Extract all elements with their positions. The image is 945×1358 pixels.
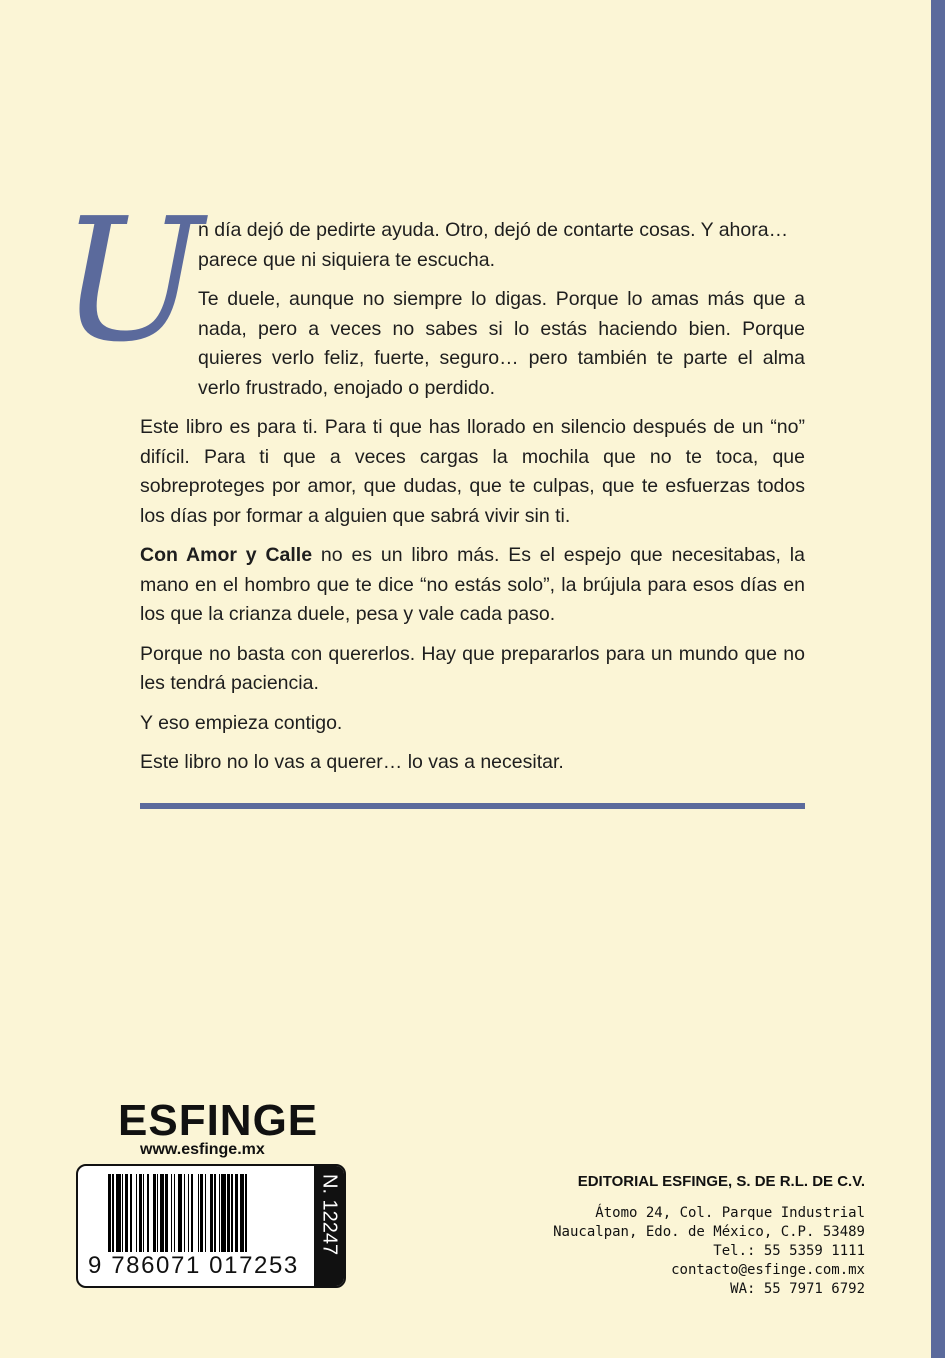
barcode-bar — [198, 1174, 199, 1252]
barcode-bar — [221, 1174, 225, 1252]
barcode-bar — [160, 1174, 164, 1252]
barcode-bar — [235, 1174, 238, 1252]
barcode-bar — [219, 1174, 220, 1252]
barcode-bar — [136, 1174, 137, 1252]
barcode-bars — [108, 1174, 308, 1252]
barcode-bar — [108, 1174, 111, 1252]
barcode-bar — [240, 1174, 244, 1252]
barcode-bar — [210, 1174, 213, 1252]
paragraph-3: Este libro es para ti. Para ti que has llorado en silencio después de un “no” difícil. Para ti que a veces cargas la mochila que no te toca, que sobreproteges por amor, que dudas, que te culpas, que te esfuerzas todos los días por formar a alguien que sabrá vivir sin ti. — [140, 416, 805, 527]
paragraph-5: Porque no basta con quererlos. Hay que prepararlos para un mundo que no les tendrá paciencia. — [140, 642, 805, 694]
barcode-bar — [174, 1174, 175, 1252]
catalog-strip — [314, 1166, 344, 1286]
paragraph-6: Y eso empieza contigo. — [140, 711, 343, 734]
address-line-1: Átomo 24, Col. Parque Industrial — [595, 1205, 865, 1221]
divider-line — [140, 803, 805, 809]
barcode-bar — [191, 1174, 194, 1252]
publisher-info — [445, 1172, 865, 1299]
paragraph-7: Este libro no lo vas a querer… lo vas a necesitar. — [140, 751, 564, 773]
barcode-bar — [205, 1174, 206, 1252]
email: contacto@esfinge.com.mx — [671, 1262, 865, 1278]
book-title: Con Amor y Calle — [140, 544, 313, 566]
barcode-bar — [184, 1174, 185, 1252]
publisher-logo: ESFINGE — [118, 1096, 319, 1145]
barcode-bar — [214, 1174, 215, 1252]
isbn-number: 9 786071 017253 — [88, 1252, 299, 1279]
barcode-bar — [188, 1174, 189, 1252]
paragraph-4 — [140, 541, 805, 630]
barcode-bar — [178, 1174, 182, 1252]
whatsapp: WA: 55 7971 6792 — [730, 1281, 865, 1297]
barcode-bar — [139, 1174, 142, 1252]
paragraph-1: n día dejó de pedirte ayuda. Otro, dejó de contarte cosas. Y ahora… parece que ni siquiera te escucha. — [198, 219, 789, 271]
barcode-bar — [200, 1174, 203, 1252]
publisher-name: EDITORIAL ESFINGE, S. DE R.L. DE C.V. — [577, 1173, 865, 1190]
barcode-bar — [227, 1174, 230, 1252]
barcode-bar — [130, 1174, 131, 1252]
paragraph-4-text: no es un libro más. Es el espejo que necesitabas, la mano en el hombro que te dice “no estás solo”, la brújula para esos días en los que la crianza duele, pesa y vale cada paso. — [140, 544, 805, 625]
spine-stripe — [931, 0, 945, 1358]
phone: Tel.: 55 5359 1111 — [713, 1243, 865, 1259]
barcode-bar — [116, 1174, 120, 1252]
barcode-bar — [231, 1174, 232, 1252]
back-cover-text — [140, 216, 805, 788]
barcode-bar — [157, 1174, 158, 1252]
barcode-bar — [125, 1174, 128, 1252]
barcode-bar — [147, 1174, 148, 1252]
barcode-bar — [122, 1174, 123, 1252]
barcode-bar — [171, 1174, 172, 1252]
barcode-bar — [153, 1174, 156, 1252]
paragraph-2: Te duele, aunque no siempre lo digas. Porque lo amas más que a nada, pero a veces no sabes si lo estás haciendo bien. Porque quieres verlo feliz, fuerte, seguro… pero también te parte el alma verlo frustrado, enojado o perdido. — [198, 288, 805, 399]
barcode — [76, 1164, 346, 1288]
address-line-2: Naucalpan, Edo. de México, C.P. 53489 — [553, 1224, 865, 1240]
barcode-bar — [143, 1174, 144, 1252]
drop-cap: U — [60, 182, 204, 380]
catalog-number: N. 12247 — [318, 1174, 341, 1256]
barcode-bar — [112, 1174, 113, 1252]
barcode-bar — [245, 1174, 246, 1252]
barcode-bar — [165, 1174, 168, 1252]
publisher-website: www.esfinge.mx — [140, 1141, 265, 1158]
